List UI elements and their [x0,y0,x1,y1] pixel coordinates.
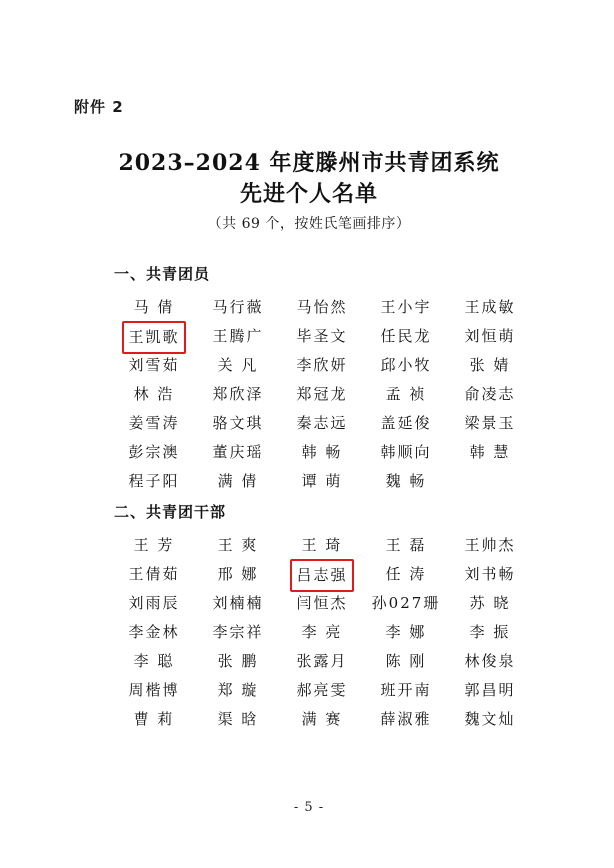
name-cell [280,466,364,495]
name-text: 姜雪涛 [128,414,180,432]
name-text: 王成敏 [464,298,516,316]
name-text: 魏文灿 [464,710,516,728]
name-cell [280,321,364,350]
name-text: 韩 慧 [469,443,511,461]
name-cell [112,559,196,588]
name-cell [448,350,532,379]
name-text: 郭昌明 [464,681,516,699]
name-cell [280,350,364,379]
name-cell [196,617,280,646]
name-cell [364,437,448,466]
name-text: 王 芳 [133,536,175,554]
name-cell [196,466,280,495]
name-cell [280,379,364,408]
name-text: 闫恒杰 [296,594,348,612]
name-text: 程子阳 [128,472,180,490]
name-text: 韩顺向 [380,443,432,461]
name-text: 郑 璇 [217,681,259,699]
name-cell [112,408,196,437]
name-cell [112,379,196,408]
name-cell [448,408,532,437]
name-cell [196,408,280,437]
name-text: 马 倩 [133,298,175,316]
name-text: 董庆瑶 [212,443,264,461]
name-cell [112,437,196,466]
name-cell [280,292,364,321]
name-text: 魏 畅 [385,472,427,490]
name-text: 郑冠龙 [296,385,348,403]
name-cell [280,408,364,437]
name-text: 李 振 [469,623,511,641]
section-heading-1: 一、共青团员 [114,265,211,283]
name-text: 薛淑雅 [380,710,432,728]
name-cell [112,675,196,704]
name-text: 刘恒萌 [464,327,516,345]
name-cell [280,617,364,646]
name-text: 王腾广 [212,327,264,345]
highlighted-name-cell [112,321,196,350]
name-cell [364,292,448,321]
name-text: 孟 祯 [385,385,427,403]
name-text: 王凯歌 [122,321,185,354]
name-cell [364,646,448,675]
name-cell [448,704,532,733]
name-cell [280,530,364,559]
name-cell [196,704,280,733]
name-text: 刘雨辰 [128,594,180,612]
name-text: 王帅杰 [464,536,516,554]
name-text: 李 亮 [301,623,343,641]
name-text: 刘楠楠 [212,594,264,612]
name-cell [364,675,448,704]
name-text: 孙027珊 [371,594,441,612]
name-text: 李金林 [128,623,180,641]
name-cell [112,292,196,321]
name-text: 满 倩 [217,472,259,490]
name-text: 刘书畅 [464,565,516,583]
name-text: 林俊泉 [464,652,516,670]
name-text: 王 琦 [301,536,343,554]
name-text: 林 浩 [133,385,175,403]
name-text: 郝亮雯 [296,681,348,699]
name-text: 张 鹏 [217,652,259,670]
name-cell [448,530,532,559]
name-cell [364,466,448,495]
name-text: 毕圣文 [296,327,348,345]
name-cell [112,617,196,646]
name-cell [364,530,448,559]
name-text: 刘雪茹 [128,356,180,374]
name-cell [196,646,280,675]
name-text: 俞凌志 [464,385,516,403]
name-cell [280,437,364,466]
highlighted-name-cell [280,559,364,588]
name-cell [196,559,280,588]
name-text: 马行薇 [212,298,264,316]
name-text: 班开南 [380,681,432,699]
name-cell [364,617,448,646]
name-text: 彭宗澳 [128,443,180,461]
name-cell [196,588,280,617]
name-text: 渠 晗 [217,710,259,728]
name-grid-1 [112,292,532,495]
name-cell [448,437,532,466]
name-cell [364,379,448,408]
name-text: 吕志强 [290,559,353,592]
name-text: 李宗祥 [212,623,264,641]
name-text: 关 凡 [217,356,259,374]
name-cell [196,321,280,350]
name-cell [196,675,280,704]
name-text: 王小宇 [380,298,432,316]
name-text: 张露月 [296,652,348,670]
name-cell [364,408,448,437]
name-text: 王 爽 [217,536,259,554]
section-heading-2: 二、共青团干部 [114,503,227,521]
name-cell [196,350,280,379]
name-text: 陈 刚 [385,652,427,670]
name-cell [112,466,196,495]
document-content [74,0,544,868]
name-cell [448,588,532,617]
name-text: 韩 畅 [301,443,343,461]
name-cell [364,321,448,350]
name-cell [196,437,280,466]
name-text: 李 娜 [385,623,427,641]
name-cell [112,350,196,379]
name-text: 王倩茹 [128,565,180,583]
name-text: 盖延俊 [380,414,432,432]
name-text: 邱小牧 [380,356,432,374]
name-text: 李 聪 [133,652,175,670]
name-text: 骆文琪 [212,414,264,432]
name-cell [196,379,280,408]
name-text: 任民龙 [380,327,432,345]
name-cell [112,646,196,675]
name-text: 邢 娜 [217,565,259,583]
name-cell [448,292,532,321]
name-cell [364,350,448,379]
name-text: 张 婧 [469,356,511,374]
name-grid-2 [112,530,532,733]
name-cell [448,646,532,675]
name-cell [196,530,280,559]
name-text: 曹 莉 [133,710,175,728]
name-text: 周楷博 [128,681,180,699]
name-cell [364,704,448,733]
name-text: 马怡然 [296,298,348,316]
name-text: 李欣妍 [296,356,348,374]
page-title-line-2: 先进个人名单 [239,181,378,207]
name-cell [448,559,532,588]
page-title [74,148,544,210]
name-text: 秦志远 [296,414,348,432]
name-text: 苏 晓 [469,594,511,612]
name-cell [196,292,280,321]
name-text: 郑欣泽 [212,385,264,403]
name-text: 谭 萌 [301,472,343,490]
name-text: 梁景玉 [464,414,516,432]
page-subtitle: （共 69 个，按姓氏笔画排序） [207,216,411,232]
name-cell [280,704,364,733]
name-cell [280,588,364,617]
name-cell [112,588,196,617]
name-list-sections [74,263,544,733]
name-cell [112,530,196,559]
attachment-label: 附件 2 [74,98,124,116]
name-cell [364,559,448,588]
name-cell [364,588,448,617]
name-cell [448,321,532,350]
name-cell [448,617,532,646]
name-cell [448,379,532,408]
name-cell [448,675,532,704]
page-number: - 5 - [293,800,325,815]
page-title-line-1: 2023–2024 年度滕州市共青团系统 [118,150,500,176]
name-cell [280,646,364,675]
name-cell [280,675,364,704]
name-text: 任 涛 [385,565,427,583]
name-text: 王 磊 [385,536,427,554]
name-cell [112,704,196,733]
name-text: 满 赛 [301,710,343,728]
